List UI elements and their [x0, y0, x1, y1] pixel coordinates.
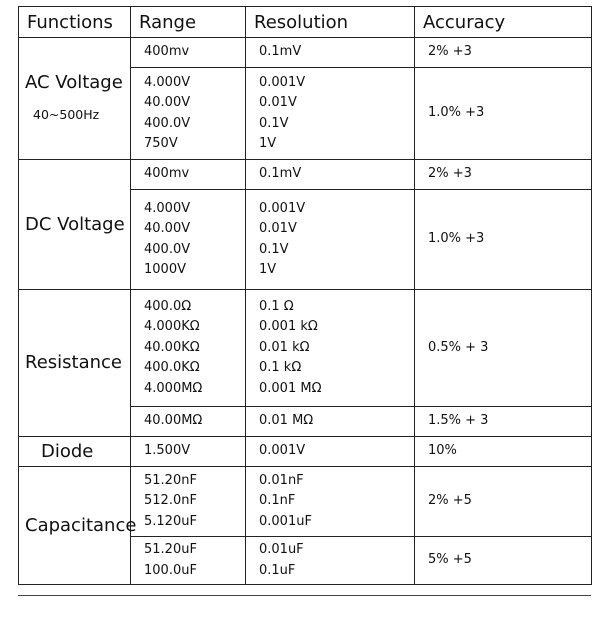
resolution-value: 0.1V — [259, 241, 289, 257]
resolution-value: 0.1nF — [259, 493, 296, 509]
range-value: 5.120uF — [144, 513, 197, 529]
resolution-value: 0.001 MΩ — [259, 380, 322, 396]
range-value: 4.000KΩ — [144, 319, 200, 335]
accuracy-cell: 2% +5 — [415, 467, 592, 537]
range-value: 400.0V — [144, 115, 191, 131]
resolution-value: 0.1mV — [259, 44, 302, 60]
resolution-cell — [246, 38, 415, 68]
accuracy-cell: 5% +5 — [415, 537, 592, 585]
range-cell — [131, 38, 246, 68]
range-value: 4.000V — [144, 74, 191, 90]
range-cell — [131, 437, 246, 467]
resolution-value: 0.001 kΩ — [259, 319, 318, 335]
range-value: 400.0KΩ — [144, 360, 200, 376]
resolution-value: 1V — [259, 262, 277, 277]
accuracy-cell: 1.0% +3 — [415, 190, 592, 290]
resolution-value: 0.1 Ω — [259, 298, 294, 314]
resolution-cell — [246, 290, 415, 407]
resolution-value: 0.001V — [259, 74, 306, 90]
range-value: 400mv — [144, 166, 190, 182]
specifications-table — [18, 6, 592, 585]
resolution-cell — [246, 68, 415, 160]
range-cell — [131, 190, 246, 290]
range-value: 40.00V — [144, 221, 191, 236]
accuracy-cell: 2% +3 — [415, 160, 592, 190]
resolution-value: 0.01uF — [259, 542, 304, 557]
header-range: Range — [131, 7, 246, 38]
range-value: 400mv — [144, 44, 190, 60]
range-value: 400.0Ω — [144, 298, 192, 314]
table-row — [19, 437, 592, 467]
function-resistance: Resistance — [19, 290, 131, 437]
resolution-value: 0.01 kΩ — [259, 339, 310, 355]
range-cell — [131, 160, 246, 190]
resolution-value: 0.01V — [259, 95, 297, 110]
range-value: 4.000MΩ — [144, 380, 203, 396]
header-row — [19, 7, 592, 38]
range-value: 40.00V — [144, 95, 191, 110]
resolution-value: 0.1uF — [259, 562, 296, 578]
range-value: 40.00MΩ — [144, 413, 203, 429]
resolution-value: 0.01V — [259, 221, 297, 236]
resolution-cell — [246, 437, 415, 467]
resolution-value: 0.1V — [259, 115, 289, 131]
header-functions: Functions — [19, 7, 131, 38]
bottom-divider — [18, 595, 591, 596]
header-resolution: Resolution — [246, 7, 415, 38]
range-value: 1.500V — [144, 443, 191, 459]
accuracy-cell: 10% — [415, 437, 592, 467]
resolution-value: 0.1mV — [259, 166, 302, 182]
function-dc-voltage: DC Voltage — [19, 160, 131, 290]
resolution-cell — [246, 190, 415, 290]
resolution-cell — [246, 407, 415, 437]
resolution-value: 0.001V — [259, 443, 306, 459]
range-value: 512.0nF — [144, 493, 197, 509]
table-row — [19, 467, 592, 537]
resolution-value: 0.01nF — [259, 472, 304, 488]
range-value: 400.0V — [144, 241, 191, 257]
resolution-cell — [246, 160, 415, 190]
accuracy-cell: 1.5% + 3 — [415, 407, 592, 437]
resolution-value: 1V — [259, 136, 277, 151]
table-row — [19, 160, 592, 190]
range-value: 100.0uF — [144, 562, 197, 578]
range-value: 51.20nF — [144, 472, 197, 488]
accuracy-cell: 2% +3 — [415, 38, 592, 68]
accuracy-cell: 0.5% + 3 — [415, 290, 592, 407]
range-cell — [131, 407, 246, 437]
function-label: AC Voltage — [25, 71, 123, 93]
range-cell — [131, 537, 246, 585]
resolution-value: 0.001V — [259, 200, 306, 216]
resolution-value: 0.01 MΩ — [259, 413, 314, 429]
header-accuracy: Accuracy — [415, 7, 592, 38]
function-capacitance: Capacitance — [19, 467, 131, 585]
function-diode: Diode — [19, 437, 131, 467]
resolution-value: 0.001uF — [259, 513, 312, 529]
resolution-value: 0.1 kΩ — [259, 360, 302, 376]
resolution-cell — [246, 467, 415, 537]
range-value: 750V — [144, 136, 178, 151]
range-cell — [131, 467, 246, 537]
function-sublabel: 40~500Hz — [33, 106, 100, 122]
range-cell — [131, 290, 246, 407]
range-value: 4.000V — [144, 200, 191, 216]
range-value: 51.20uF — [144, 542, 197, 557]
resolution-cell — [246, 537, 415, 585]
table-row — [19, 290, 592, 407]
range-value: 40.00KΩ — [144, 339, 200, 355]
accuracy-cell: 1.0% +3 — [415, 68, 592, 160]
range-cell — [131, 68, 246, 160]
range-value: 1000V — [144, 262, 186, 277]
function-ac-voltage — [19, 38, 131, 160]
table-row — [19, 38, 592, 68]
